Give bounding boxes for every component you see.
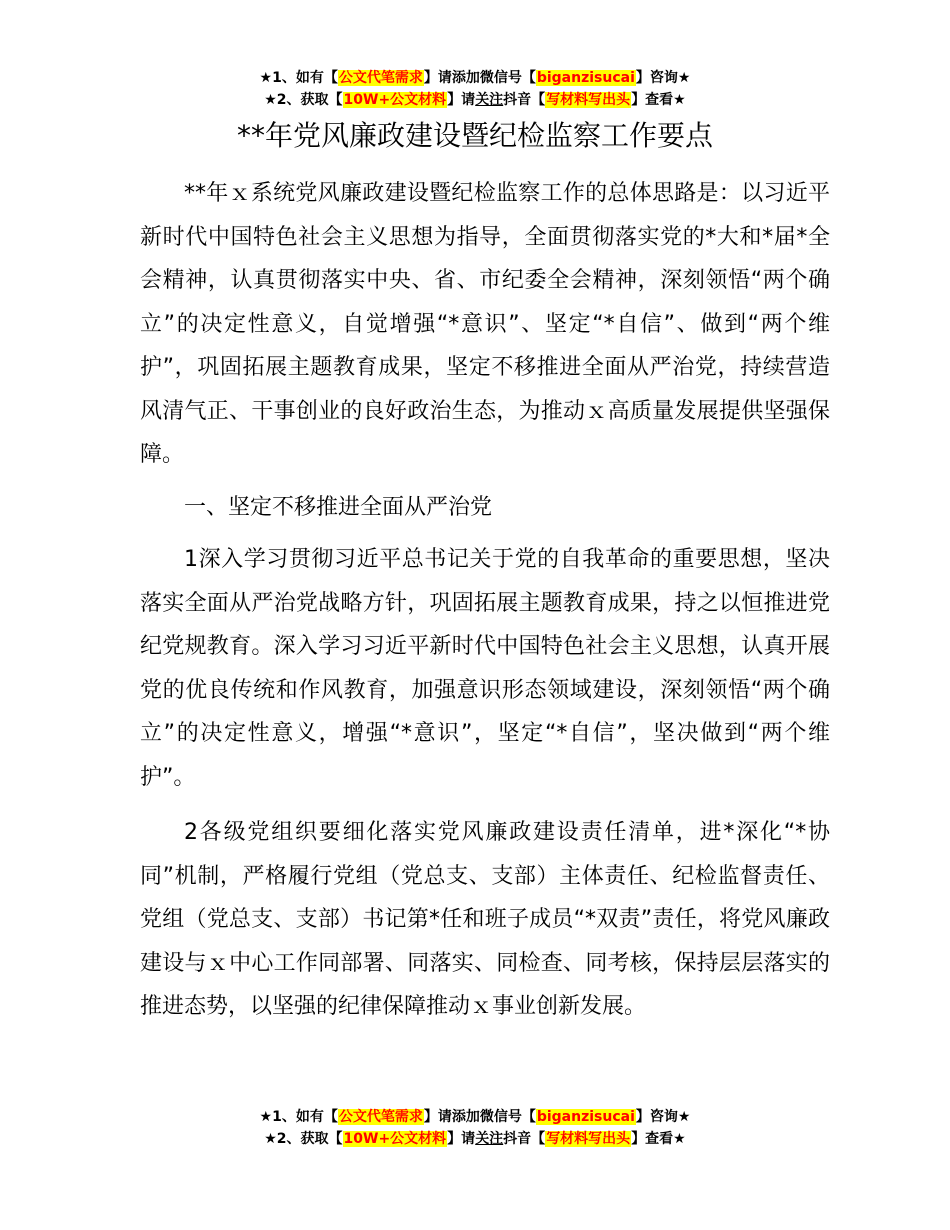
promo-line-2-middle-b: 抖音【 xyxy=(503,1131,546,1147)
promo-highlight-douyin-account: 写材料写出头 xyxy=(546,92,631,108)
body-paragraph-1: 1深入学习贯彻习近平总书记关于党的自我革命的重要思想，坚决落实全面从严治党战略方针，巩固拓展主题教育成果，持之以恒推进党纪党规教育。深入学习习近平新时代中国特色社会主义思想，认真开展党的优良传统和作风教育，加强意识形态领域建设，深刻领悟“两个确立”的决定性意义，增强“*意识”，坚定“*自信”，坚决做到“两个维护”。 xyxy=(140,547,830,790)
promo-line-2-middle-a: 】请 xyxy=(447,1131,476,1147)
promo-line-2 xyxy=(0,89,950,111)
document-title: **年党风廉政建设暨纪检监察工作要点 xyxy=(236,119,713,152)
promo-banner-top xyxy=(0,67,950,111)
promo-line-2-prefix: ★2、获取【 xyxy=(264,1131,343,1147)
body-paragraph-2: 2各级党组织要细化落实党风廉政建设责任清单，进*深化“*协同”机制，严格履行党组（党总支、支部）主体责任、纪检监督责任、党组（党总支、支部）书记第*任和班子成员“*双责”责任，将党风廉政建设与ｘ中心工作同部署、同落实、同检查、同考核，保持层层落实的推进态势，以坚强的纪律保障推动ｘ事业创新发展。 xyxy=(140,820,830,1019)
document-body xyxy=(140,172,830,1029)
promo-line-1 xyxy=(0,1106,950,1128)
promo-line-2-middle-b: 抖音【 xyxy=(503,92,546,108)
promo-line-1-middle: 】请添加微信号【 xyxy=(423,70,536,86)
promo-line-2-prefix: ★2、获取【 xyxy=(264,92,343,108)
promo-highlight-wechat-id: biganzisucai xyxy=(536,70,635,86)
promo-highlight-materials: 10W+公文材料 xyxy=(343,92,447,108)
promo-highlight-ghostwriting: 公文代笔需求 xyxy=(338,70,423,86)
promo-line-2 xyxy=(0,1128,950,1150)
promo-highlight-ghostwriting: 公文代笔需求 xyxy=(338,1109,423,1125)
section-heading: 一、坚定不移推进全面从严治党 xyxy=(184,494,493,520)
promo-line-1 xyxy=(0,67,950,89)
promo-highlight-materials: 10W+公文材料 xyxy=(343,1131,447,1147)
promo-banner-bottom xyxy=(0,1106,950,1150)
promo-line-1-suffix: 】咨询★ xyxy=(635,1109,691,1125)
promo-highlight-douyin-account: 写材料写出头 xyxy=(546,1131,631,1147)
intro-paragraph: **年ｘ系统党风廉政建设暨纪检监察工作的总体思路是：以习近平新时代中国特色社会主义思想为指导，全面贯彻落实党的*大和*届*全会精神，认真贯彻落实中央、省、市纪委全会精神，深刻领悟“两个确立”的决定性意义，自觉增强“*意识”、坚定“*自信”、做到“两个维护”，巩固拓展主题教育成果，坚定不移推进全面从严治党，持续营造风清气正、干事创业的良好政治生态，为推动ｘ高质量发展提供坚强保障。 xyxy=(140,181,830,467)
promo-follow-text: 关注 xyxy=(475,1131,504,1147)
promo-line-1-prefix: ★1、如有【 xyxy=(259,1109,338,1125)
promo-line-2-suffix: 】查看★ xyxy=(631,92,686,108)
promo-line-1-suffix: 】咨询★ xyxy=(635,70,691,86)
promo-line-2-middle-a: 】请 xyxy=(447,92,476,108)
promo-highlight-wechat-id: biganzisucai xyxy=(536,1109,635,1125)
promo-follow-text: 关注 xyxy=(475,92,504,108)
promo-line-2-suffix: 】查看★ xyxy=(631,1131,686,1147)
promo-line-1-prefix: ★1、如有【 xyxy=(259,70,338,86)
promo-line-1-middle: 】请添加微信号【 xyxy=(423,1109,536,1125)
